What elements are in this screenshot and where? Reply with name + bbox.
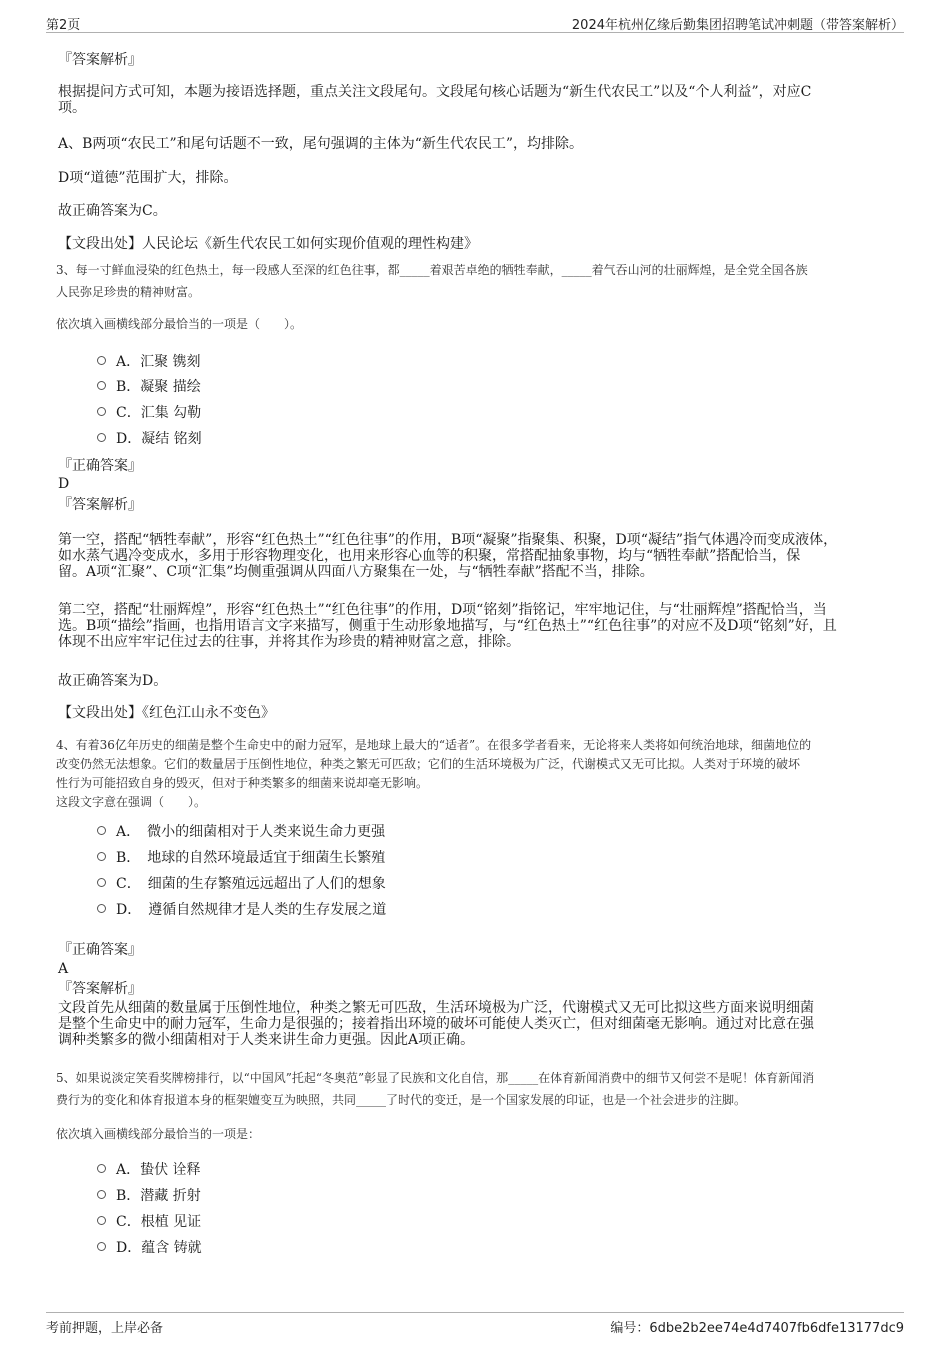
q4-correct-answer: A <box>58 961 69 977</box>
page-number: 第2页 <box>46 18 81 33</box>
radio-icon[interactable] <box>97 1216 106 1225</box>
q3-analysis-p2: 第二空，搭配“壮丽辉煌”，形容“红色热土”“红色往事”的作用，D项“铭刻”指铭记，牢牢地记住，与“壮丽辉煌”搭配恰当，当 选。B项“描绘”指画，也指用语言文字来描写，侧重于生动形象地描写，与“红色热土”“红色往事”的对应不及D项“铭刻”好，且 体现不出应牢牢记住过去的往事，并将其作为珍贵的精神财富之意，排除。 <box>58 602 837 650</box>
q2-analysis-p1: 根据提问方式可知，本题为接语选择题，重点关注文段尾句。文段尾句核心话题为“新生代农民工”以及“个人利益”，对应C 项。 <box>58 84 812 116</box>
q5-stem: 5、如果说淡定笑看奖牌榜排行，以“中国风”托起“冬奥范”彰显了民族和文化自信，那_____在体育新闻消费中的细节又何尝不是呢！体育新闻消 费行为的变化和体育报道本身的框架嬗变互为映照，共同_____了时代的变迁，是一个国家发展的印证，也是一个社会进步的注脚。 <box>56 1071 815 1107</box>
q3-option-a[interactable]: A．汇聚 镌刻 <box>97 353 201 371</box>
q4-option-c[interactable]: C． 细菌的生存繁殖远远超出了人们的想象 <box>97 875 386 893</box>
q4-option-d[interactable]: D． 遵循自然规律才是人类的生存发展之道 <box>97 901 386 919</box>
q2-source: 【文段出处】人民论坛《新生代农民工如何实现价值观的理性构建》 <box>58 236 478 252</box>
q4-analysis-label: 『答案解析』 <box>58 981 142 997</box>
q3-stem: 3、每一寸鲜血浸染的红色热土，每一段感人至深的红色往事，都_____着艰苦卓绝的牺牲奉献，_____着气吞山河的壮丽辉煌，是全党全国各族 人民弥足珍贵的精神财富。 <box>56 263 808 299</box>
document-title: 2024年杭州亿缘后勤集团招聘笔试冲刺题（带答案解析） <box>571 18 904 33</box>
q3-option-c[interactable]: C．汇集 勾勒 <box>97 404 201 422</box>
radio-icon[interactable] <box>97 1190 106 1199</box>
radio-icon[interactable] <box>97 852 106 861</box>
q4-analysis-p1: 文段首先从细菌的数量属于压倒性地位，种类之繁无可匹敌，生活环境极为广泛，代谢模式又无可比拟这些方面来说明细菌 是整个生命史中的耐力冠军，生命力是很强的；接着指出环境的破坏可能使人类灭亡，但对细菌毫无影响。通过对比意在强 调种类繁多的微小细菌相对于人类来讲生命力更强。因此A项正确。 <box>58 1000 814 1048</box>
radio-icon[interactable] <box>97 407 106 416</box>
q3-option-b[interactable]: B．凝聚 描绘 <box>97 378 201 396</box>
q2-analysis-p2: A、B两项“农民工”和尾句话题不一致，尾句强调的主体为“新生代农民工”，均排除。 <box>58 136 584 152</box>
radio-icon[interactable] <box>97 878 106 887</box>
q2-analysis-label: 『答案解析』 <box>58 52 142 68</box>
radio-icon[interactable] <box>97 904 106 913</box>
q5-option-c[interactable]: C．根植 见证 <box>97 1213 201 1231</box>
radio-icon[interactable] <box>97 1242 106 1251</box>
q5-option-a[interactable]: A．蛰伏 诠释 <box>97 1161 201 1179</box>
q4-option-b[interactable]: B． 地球的自然环境最适宜于细菌生长繁殖 <box>97 849 385 867</box>
q3-correct-answer: D <box>58 476 70 492</box>
q4-option-a[interactable]: A． 微小的细菌相对于人类来说生命力更强 <box>97 823 385 841</box>
q3-analysis-label: 『答案解析』 <box>58 497 142 513</box>
page-footer <box>46 1312 904 1337</box>
q3-prompt: 依次填入画横线部分最恰当的一项是（ ）。 <box>56 317 303 331</box>
q4-correct-label: 『正确答案』 <box>58 942 142 958</box>
radio-icon[interactable] <box>97 433 106 442</box>
footer-slogan: 考前押题，上岸必备 <box>46 1321 164 1336</box>
document-id: 编号：6dbe2b2ee74e4d7407fb6dfe13177dc9 <box>610 1321 904 1336</box>
q4-stem: 4、有着36亿年历史的细菌是整个生命史中的耐力冠军，是地球上最大的“适者”。在很多学者看来，无论将来人类将如何统治地球，细菌地位的 改变仍然无法想象。它们的数量居于压倒性地位，种类之繁无可匹敌；它们的生活环境极为广泛，代谢模式又无可比拟。人类对于环境的破坏 性行为可能招致自身的毁灭，但对于种类繁多的细菌来说却毫无影响。 这段文字意在强调（ ）。 <box>56 738 812 809</box>
q3-analysis-p1: 第一空，搭配“牺牲奉献”，形容“红色热土”“红色往事”的作用，B项“凝聚”指聚集、积聚，D项“凝结”指气体遇冷而变成液体， 如水蒸气遇冷变成水，多用于形容物理变化，也用来形容心血等的积聚，常搭配抽象事物，均与“牺牲奉献”搭配恰当，保 留。A项“汇聚”、C项“汇集”均侧重强调从四面八方聚集在一处，与“牺牲奉献”搭配不当，排除。 <box>58 532 838 580</box>
q3-option-d[interactable]: D．凝结 铭刻 <box>97 430 202 448</box>
radio-icon[interactable] <box>97 826 106 835</box>
q3-analysis-p3: 故正确答案为D。 <box>58 673 168 689</box>
radio-icon[interactable] <box>97 1164 106 1173</box>
radio-icon[interactable] <box>97 356 106 365</box>
q5-option-b[interactable]: B．潜藏 折射 <box>97 1187 201 1205</box>
q3-source: 【文段出处】《红色江山永不变色》 <box>58 705 275 721</box>
radio-icon[interactable] <box>97 381 106 390</box>
q2-analysis-p4: 故正确答案为C。 <box>58 203 167 219</box>
q5-option-d[interactable]: D．蕴含 铸就 <box>97 1239 202 1257</box>
q5-prompt: 依次填入画横线部分最恰当的一项是： <box>56 1127 261 1141</box>
page-header <box>46 10 904 33</box>
q3-correct-label: 『正确答案』 <box>58 458 142 474</box>
q2-analysis-p3: D项“道德”范围扩大，排除。 <box>58 170 238 186</box>
